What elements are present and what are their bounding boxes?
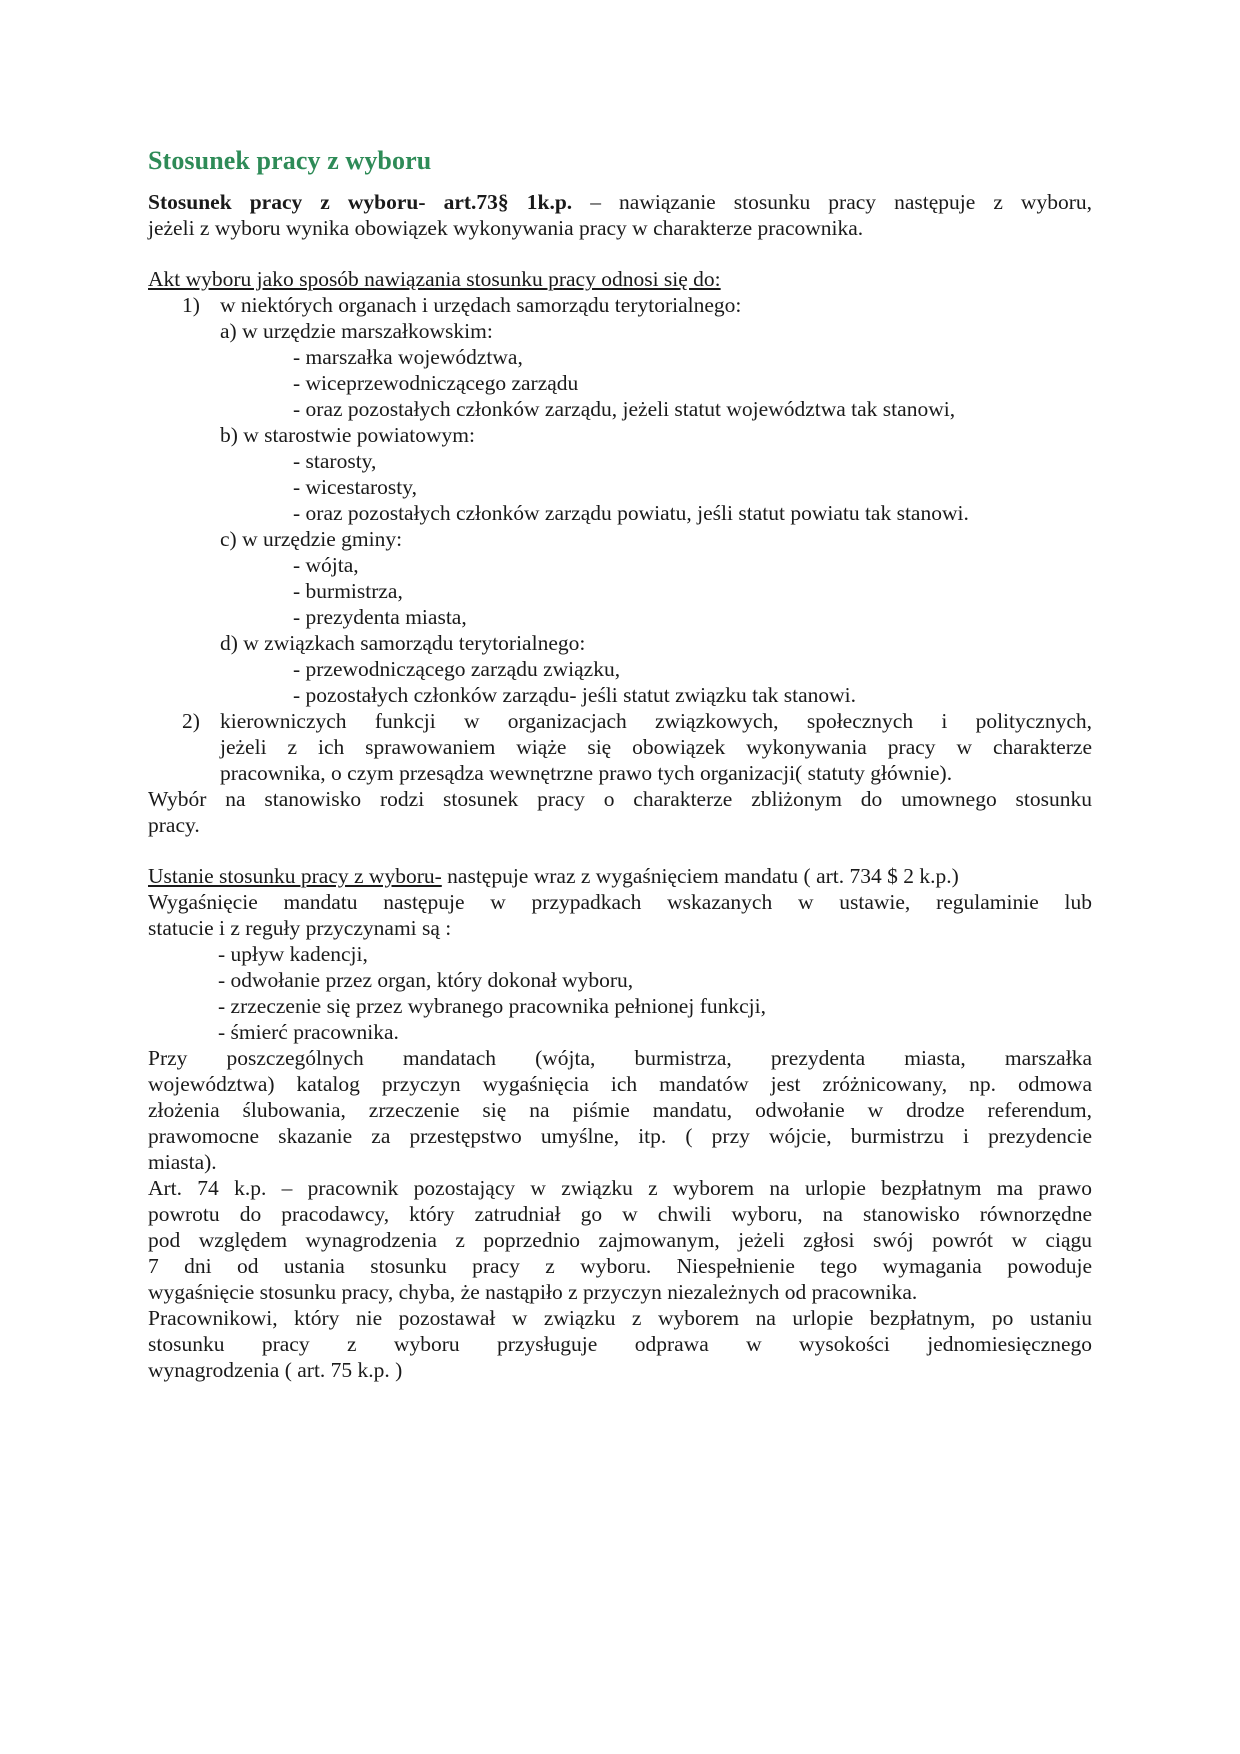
sublist-a-item: - oraz pozostałych członków zarządu, jeżeli statut województwa tak stanowi, <box>293 397 956 421</box>
para2-line: 7 dni od ustania stosunku pracy z wyboru. Niespełnienie tego wymagania powoduje <box>148 1254 1092 1278</box>
sublist-a-item: - wiceprzewodniczącego zarządu <box>293 371 579 395</box>
list-item-1: 1) w niektórych organach i urzędach samorządu terytorialnego: <box>182 293 742 317</box>
para2-line: Art. 74 k.p. – pracownik pozostający w związku z wyborem na urlopie bezpłatnym ma prawo <box>148 1176 1092 1200</box>
sublist-b-label: b) w starostwie powiatowym: <box>220 423 475 447</box>
reason-item: - śmierć pracownika. <box>218 1020 399 1044</box>
sublist-c-item: - prezydenta miasta, <box>293 605 467 629</box>
para1-line: miasta). <box>148 1150 217 1174</box>
section2-line: Wygaśnięcie mandatu następuje w przypadkach wskazanych w ustawie, regulaminie lub <box>148 890 1092 914</box>
intro-line-1: Stosunek pracy z wyboru- art.73§ 1k.p. – nawiązanie stosunku pracy następuje z wyboru, <box>148 190 1092 214</box>
list-item-2-line: pracownika, o czym przesądza wewnętrzne prawo tych organizacji( statuty głównie). <box>220 761 953 785</box>
section1-closing-line: pracy. <box>148 813 200 837</box>
para3-line: wynagrodzenia ( art. 75 k.p. ) <box>148 1358 403 1382</box>
sublist-d-item: - przewodniczącego zarządu związku, <box>293 657 621 681</box>
intro-line-2: jeżeli z wyboru wynika obowiązek wykonywania pracy w charakterze pracownika. <box>148 216 864 240</box>
sublist-b-item: - wicestarosty, <box>293 475 417 499</box>
list-item-2-line: kierowniczych funkcji w organizacjach związkowych, społecznych i politycznych, <box>220 709 1092 733</box>
para1-line: złożenia ślubowania, zrzeczenie się na piśmie mandatu, odwołanie w drodze referendum, <box>148 1098 1092 1122</box>
para2-line: wygaśnięcie stosunku pracy, chyba, że nastąpiło z przyczyn niezależnych od pracownika. <box>148 1280 918 1304</box>
sublist-c-label: c) w urzędzie gminy: <box>220 527 403 551</box>
list-item-2-line: jeżeli z ich sprawowaniem wiąże się obowiązek wykonywania pracy w charakterze <box>220 735 1092 759</box>
intro-bold-term: Stosunek pracy z wyboru- art.73§ 1k.p. <box>148 190 573 214</box>
sublist-b-item: - starosty, <box>293 449 377 473</box>
para1-line: Przy poszczególnych mandatach (wójta, burmistrza, prezydenta miasta, marszałka <box>148 1046 1092 1070</box>
para1-line: prawomocne skazanie za przestępstwo umyślne, itp. ( przy wójcie, burmistrzu i prezydencie <box>148 1124 1092 1148</box>
document-heading: Stosunek pracy z wyboru <box>148 146 432 175</box>
section1-title: Akt wyboru jako sposób nawiązania stosunku pracy odnosi się do: <box>148 267 721 291</box>
sublist-d-item: - pozostałych członków zarządu- jeśli statut związku tak stanowi. <box>293 683 856 707</box>
section1-closing-line: Wybór na stanowisko rodzi stosunek pracy o charakterze zbliżonym do umownego stosunku <box>148 787 1092 811</box>
section2-title: Ustanie stosunku pracy z wyboru- <box>148 864 442 888</box>
sublist-d-label: d) w związkach samorządu terytorialnego: <box>220 631 586 655</box>
reason-item: - zrzeczenie się przez wybranego pracownika pełnionej funkcji, <box>218 994 766 1018</box>
sublist-b-item: - oraz pozostałych członków zarządu powiatu, jeśli statut powiatu tak stanowi. <box>293 501 969 525</box>
sublist-a-item: - marszałka województwa, <box>293 345 523 369</box>
reason-item: - odwołanie przez organ, który dokonał wyboru, <box>218 968 634 992</box>
sublist-c-item: - wójta, <box>293 553 359 577</box>
sublist-a-label: a) w urzędzie marszałkowskim: <box>220 319 493 343</box>
para2-line: pod względem wynagrodzenia z poprzednio zajmowanym, jeżeli zgłosi swój powrót w ciągu <box>148 1228 1092 1252</box>
section2-line: statucie i z reguły przyczynami są : <box>148 916 452 940</box>
para3-line: Pracownikowi, który nie pozostawał w związku z wyborem na urlopie bezpłatnym, po ustaniu <box>148 1306 1092 1330</box>
reason-item: - upływ kadencji, <box>218 942 368 966</box>
para3-line: stosunku pracy z wyboru przysługuje odprawa w wysokości jednomiesięcznego <box>148 1332 1092 1356</box>
section2-title-line: Ustanie stosunku pracy z wyboru- następuje wraz z wygaśnięciem mandatu ( art. 734 $ 2 k.p.) <box>148 864 959 888</box>
para2-line: powrotu do pracodawcy, który zatrudniał go w chwili wyboru, na stanowisko równorzędne <box>148 1202 1092 1226</box>
para1-line: województwa) katalog przyczyn wygaśnięcia ich mandatów jest zróżnicowany, np. odmowa <box>148 1072 1092 1096</box>
list-item-2-num: 2) <box>182 709 200 733</box>
sublist-c-item: - burmistrza, <box>293 579 403 603</box>
